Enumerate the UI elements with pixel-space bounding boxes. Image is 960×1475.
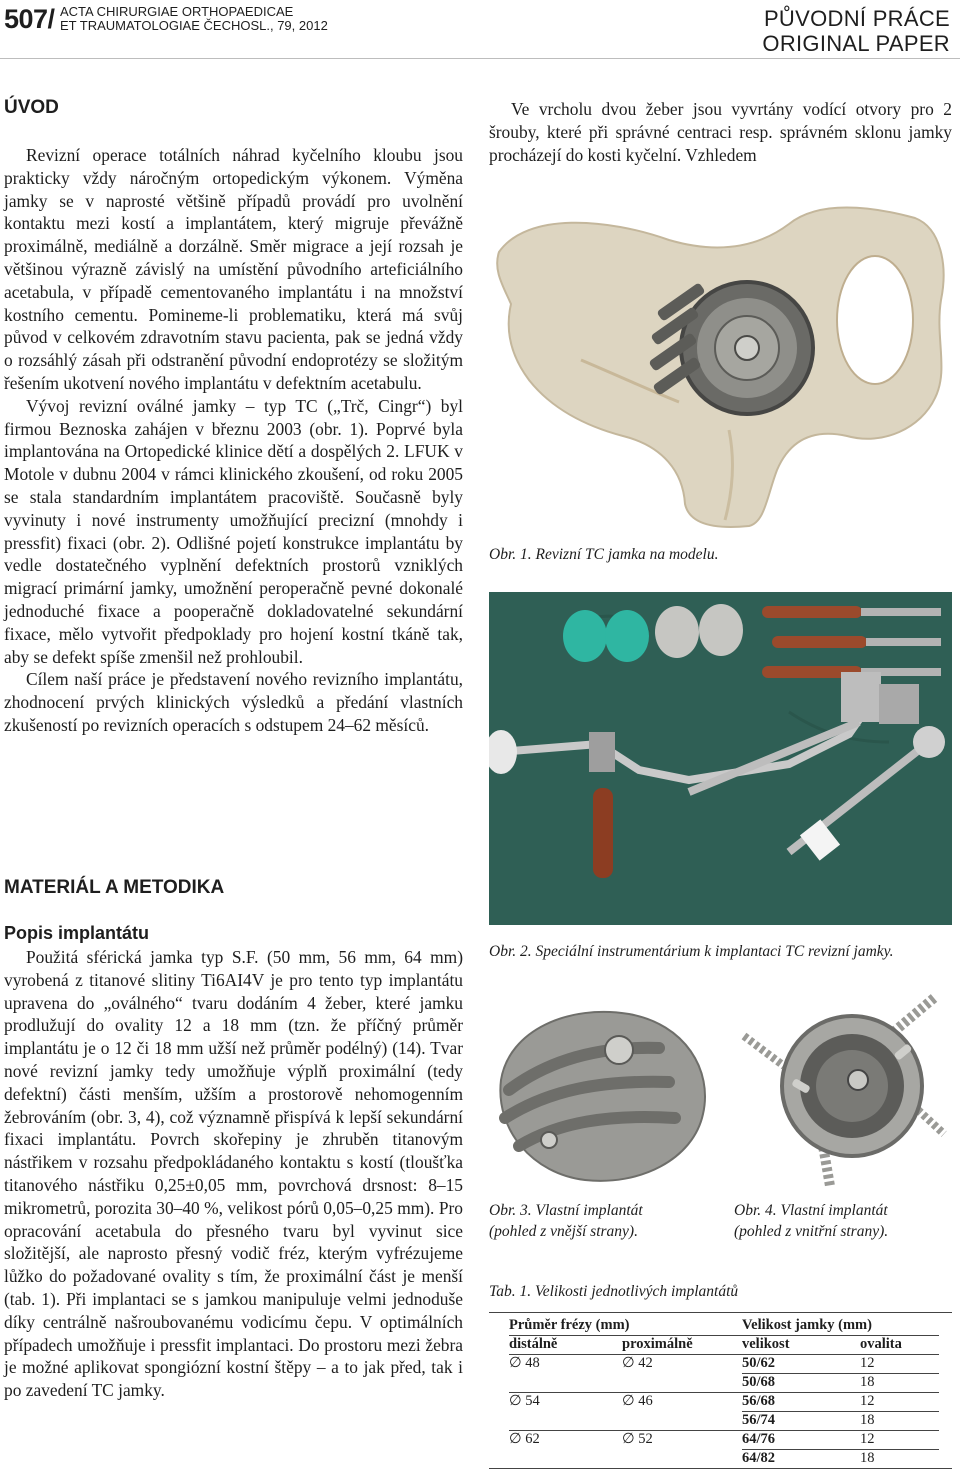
table-row bbox=[509, 1355, 939, 1374]
right-paragraph: Ve vrcholu dvou žeber jsou vyvrtány vodící otvory pro 2 šrouby, které při správné centraci resp. správném sklonu jamky procházejí do kosti kyčelní. Vzhledem bbox=[489, 99, 952, 165]
figure-4-caption-line-2: (pohled z vnitřní strany). bbox=[734, 1223, 889, 1240]
cell-distal: ∅ 48 bbox=[509, 1355, 622, 1374]
sizes-table bbox=[509, 1317, 939, 1468]
table-column-header bbox=[509, 1336, 939, 1355]
cell-distal bbox=[509, 1412, 622, 1431]
cell-proximal: ∅ 46 bbox=[622, 1393, 742, 1412]
cell-size: 50/62 bbox=[742, 1355, 860, 1374]
journal-line-2: ET TRAUMATOLOGIAE ČECHOSL., 79, 2012 bbox=[60, 18, 328, 33]
intro-paragraph-2: Vývoj revizní oválné jamky – typ TC („Trč, Cingr“) byl firmou Beznoska zahájen v březnu 2003 (obr. 1). Poprvé byla implantována na Ortopedické klinice dětí a dospělých 2. LFUK v Motole v dubnu 2004 v rámci klinického zkoušení, od roku 2005 se stala standardním implantátem pracoviště. Současně byly vyvinuty i nové instrumenty umožňující precizní (mnohdy i pressfit) fixaci (obr. 2). Odlišné pojetí konstrukce implantátu by vedle dostatečného vyplnění defektních prostorů vzniklých migrací primární jamky, umožnění peroperačně pevné dokonalé jednoduché fixace a pooperačně dokladovatelné sekundární fixace, mělo vytvořit předpoklady pro hojení kostní tkáně tak, aby se defekt spíše zmenšil než prohloubil. bbox=[4, 395, 463, 667]
cell-ovality: 12 bbox=[860, 1393, 939, 1412]
methods-subheading: Popis implantátu bbox=[4, 923, 150, 943]
group-header-reamer: Průměr frézy (mm) bbox=[509, 1317, 630, 1333]
col-header-ovality: ovalita bbox=[860, 1336, 939, 1355]
table-row bbox=[509, 1393, 939, 1412]
cell-ovality: 18 bbox=[860, 1374, 939, 1393]
figure-2-image bbox=[489, 592, 952, 925]
col-header-proximal: proximálně bbox=[622, 1336, 742, 1355]
figure-4-caption bbox=[734, 1200, 888, 1242]
cell-proximal: ∅ 42 bbox=[622, 1355, 742, 1374]
intro-text bbox=[4, 144, 463, 737]
figure-4-caption-line-1: Obr. 4. Vlastní implantát bbox=[734, 1202, 888, 1219]
cell-distal bbox=[509, 1374, 622, 1393]
figure-2-caption: Obr. 2. Speciální instrumentárium k implantaci TC revizní jamky. bbox=[489, 943, 894, 960]
col-header-distal: distálně bbox=[509, 1336, 622, 1355]
figure-3-caption-line-1: Obr. 3. Vlastní implantát bbox=[489, 1202, 643, 1219]
cell-distal: ∅ 54 bbox=[509, 1393, 622, 1412]
table-row bbox=[509, 1412, 939, 1431]
cell-proximal: ∅ 52 bbox=[622, 1431, 742, 1450]
figure-3-image bbox=[489, 990, 717, 1190]
cell-proximal bbox=[622, 1450, 742, 1469]
cell-ovality: 18 bbox=[860, 1450, 939, 1469]
methods-text bbox=[4, 946, 463, 1402]
figure-3-caption bbox=[489, 1200, 643, 1242]
article-type-en: ORIGINAL PAPER bbox=[762, 31, 950, 56]
table-row bbox=[509, 1431, 939, 1450]
intro-paragraph-1: Revizní operace totálních náhrad kyčelního kloubu jsou prakticky vždy náročným ortopedickým výkonem. Výměna jamky se v naprosté většině případů provádí pro uvolnění kontaktu mezi kostí a implantátem, který migruje převážně proximálně, mediálně a dorzálně. Směr migrace a její rozsah je většinou výrazně závislý na umístění původního arteficiálního acetabula, v případě cementovaného implantátu i na množství kostního cementu. Pomineme-li problematiku, která má svůj původ v celkovém zdravotním stavu pacienta, pak se jedná vždy o rozsáhlý zásah při odstranění původní endoprotézy se složitým řešením ukotvení nového implantátu v defektním acetabulu. bbox=[4, 145, 463, 393]
table-1 bbox=[489, 1312, 952, 1469]
cell-size: 50/68 bbox=[742, 1374, 860, 1393]
cell-ovality: 12 bbox=[860, 1355, 939, 1374]
cell-ovality: 18 bbox=[860, 1412, 939, 1431]
col-header-size: velikost bbox=[742, 1336, 860, 1355]
journal-name bbox=[60, 5, 328, 33]
cell-size: 56/68 bbox=[742, 1393, 860, 1412]
figure-4-image bbox=[734, 990, 952, 1190]
intro-heading: ÚVOD bbox=[4, 97, 59, 118]
cell-size: 64/76 bbox=[742, 1431, 860, 1450]
journal-line-1: ACTA CHIRURGIAE ORTHOPAEDICAE bbox=[60, 4, 294, 19]
cell-proximal bbox=[622, 1412, 742, 1431]
cell-size: 56/74 bbox=[742, 1412, 860, 1431]
header-divider bbox=[0, 58, 960, 59]
table-group-header bbox=[509, 1317, 939, 1336]
figure-1-image bbox=[489, 170, 952, 532]
page-number: 507/ bbox=[4, 4, 55, 34]
cell-proximal bbox=[622, 1374, 742, 1393]
figure-1-caption: Obr. 1. Revizní TC jamka na modelu. bbox=[489, 546, 719, 563]
group-header-cup: Velikost jamky (mm) bbox=[742, 1317, 872, 1333]
table-row bbox=[509, 1450, 939, 1469]
figure-3-caption-line-2: (pohled z vnější strany). bbox=[489, 1223, 638, 1240]
table-row bbox=[509, 1374, 939, 1393]
cell-ovality: 12 bbox=[860, 1431, 939, 1450]
table-caption: Tab. 1. Velikosti jednotlivých implantátů bbox=[489, 1283, 739, 1300]
methods-heading: MATERIÁL A METODIKA bbox=[4, 877, 225, 898]
article-type-cz: PŮVODNÍ PRÁCE bbox=[763, 6, 950, 31]
right-top-text bbox=[489, 98, 952, 166]
article-type bbox=[762, 6, 950, 56]
methods-paragraph: Použitá sférická jamka typ S.F. (50 mm, 56 mm, 64 mm) vyrobená z titanové slitiny Ti6AI4V je pro tento typ implantátu upravena do „oválného“ tvaru dodáním 4 žeber, které jamku prodlužují do ovality 12 a 18 mm (tzn. že příčný průměr implantátu je o 12 či 18 mm užší než průměr podélný) (14). Tvar nové revizní jamky tedy umožňuje výplň proximální (tedy defektní) části menším, užším a prostorově nehomogenním žebrováním (obr. 3, 4), což významně přispívá k lepší sekundární fixaci implantátu. Povrch skořepiny je zhruběn titanovým nástřikem v rozsahu předpokládaného kontaktu s kostí (tloušťka titanového nástřiku 0,25±0,05 mm, povrchová drsnost: 8–15 mikrometrů, porozita 30–40 %, velikost pórů 0,05–0,25 mm). Pro opracování acetabula do přesného tvaru byl vyvinut sice složitější, ale naprosto přesný vodič fréz, kterým vyfrézujeme lůžko do požadované ovality s tím, že proximální část je menší (tab. 1). Při implantaci se s jamkou manipuluje velmi jednoduše díky centrálně našroubovanému vodicímu čepu. V optimálních případech umožňuje i pressfit implantaci. Do prostoru mezi žebra je možné aplikovat spongiózní kostní štěpy – a to jak před, tak i po zavedení TC jamky. bbox=[4, 947, 463, 1401]
cell-distal bbox=[509, 1450, 622, 1469]
cell-distal: ∅ 62 bbox=[509, 1431, 622, 1450]
intro-paragraph-3: Cílem naší práce je představení nového revizního implantátu, zhodnocení prvých klinických výsledků a předání vlastních zkušeností po revizních operacích s odstupem 24–62 měsíců. bbox=[4, 669, 463, 735]
cell-size: 64/82 bbox=[742, 1450, 860, 1469]
